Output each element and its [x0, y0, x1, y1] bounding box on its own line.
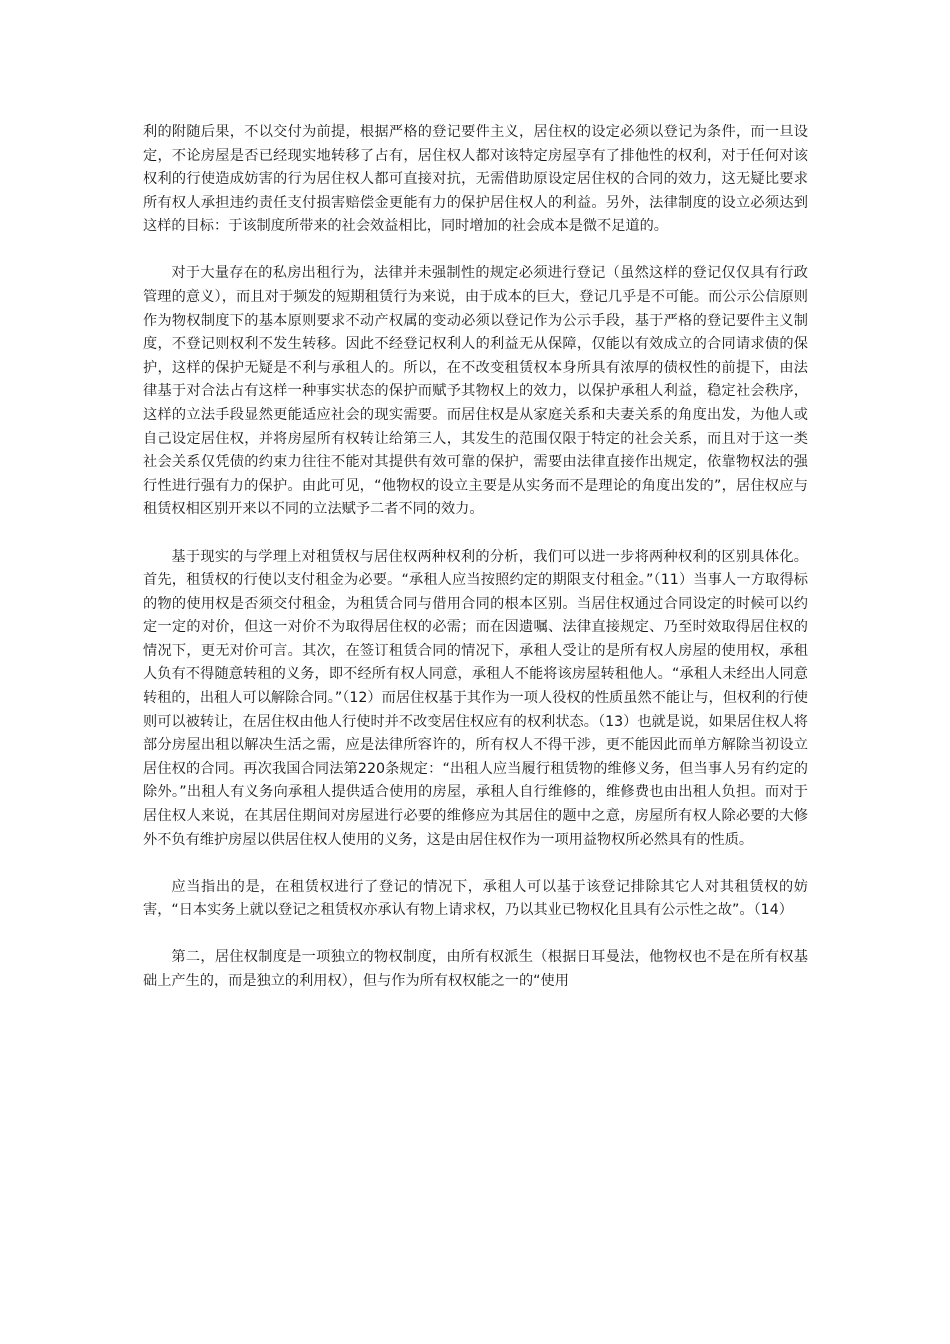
document-page: [143, 121, 808, 1017]
paragraph-5: 第二，居住权制度是一项独立的物权制度，由所有权派生（根据日耳曼法，他物权也不是在所有权基础上产生的，而是独立的利用权），但与作为所有权权能之一的“使用: [143, 949, 808, 989]
paragraph-2: 对于大量存在的私房出租行为，法律并未强制性的规定必须进行登记（虽然这样的登记仅仅具有行政管理的意义），而且对于频发的短期租赁行为来说，由于成本的巨大，登记几乎是不可能。而公示公信原则作为物权制度下的基本原则要求不动产权属的变动必须以登记作为公示手段，基于严格的登记要件主义制度，不登记则权利不发生转移。因此不经登记权利人的利益无从保障，仅能以有效成立的合同请求债的保护，这样的保护无疑是不利与承租人的。所以，在不改变租赁权本身所具有浓厚的债权性的前提下，由法律基于对合法占有这样一种事实状态的保护而赋予其物权上的效力，以保护承租人利益，稳定社会秩序，这样的立法手段显然更能适应社会的现实需要。而居住权是从家庭关系和夫妻关系的角度出发，为他人或自己设定居住权，并将房屋所有权转让给第三人，其发生的范围仅限于特定的社会关系，而且对于这一类社会关系仅凭债的约束力往往不能对其提供有效可靠的保护，需要由法律直接作出规定，依靠物权法的强行性进行强有力的保护。由此可见，“他物权的设立主要是从实务而不是理论的角度出发的”，居住权应与租赁权相区别开来以不同的立法赋予二者不同的效力。: [143, 265, 808, 518]
paragraph-1: 利的附随后果，不以交付为前提，根据严格的登记要件主义，居住权的设定必须以登记为条件，而一旦设定，不论房屋是否已经现实地转移了占有，居住权人都对该特定房屋享有了排他性的权利，对于任何对该权利的行使造成妨害的行为居住权人都可直接对抗，无需借助原设定居住权的合同的效力，这无疑比要求所有权人承担违约责任支付损害赔偿金更能有力的保护居住权人的利益。另外，法律制度的设立必须达到这样的目标：于该制度所带来的社会效益相比，同时增加的社会成本是微不足道的。: [143, 124, 808, 235]
paragraph-3: 基于现实的与学理上对租赁权与居住权两种权利的分析，我们可以进一步将两种权利的区别具体化。首先，租赁权的行使以支付租金为必要。“承租人应当按照约定的期限支付租金。”（11）当事人一方取得标的物的使用权是否须交付租金，为租赁合同与借用合同的根本区别。当居住权通过合同设定的时候可以约定一定的对价，但这一对价不为取得居住权的必需；而在因遗嘱、法律直接规定、乃至时效取得居住权的情况下，更无对价可言。其次，在签订租赁合同的情况下，承租人受让的是所有权人房屋的使用权，承租人负有不得随意转租的义务，即不经所有权人同意，承租人不能将该房屋转租他人。“承租人未经出人同意转租的，出租人可以解除合同。”（12）而居住权基于其作为一项人役权的性质虽然不能让与，但权利的行使则可以被转让，在居住权由他人行使时并不改变居住权应有的权利状态。（13）也就是说，如果居住权人将部分房屋出租以解决生活之需，应是法律所容许的，所有权人不得干涉，更不能因此而单方解除当初设立居住权的合同。再次我国合同法第220条规定：“出租人应当履行租赁物的维修义务，但当事人另有约定的除外。”出租人有义务向承租人提供适合使用的房屋，承租人自行维修的，维修费也由出租人负担。而对于居住权人来说，在其居住期间对房屋进行必要的维修应为其居住的题中之意，房屋所有权人除必要的大修外不负有维护房屋以供居住权人使用的义务，这是由居住权作为一项用益物权所必然具有的性质。: [143, 548, 808, 848]
paragraph-4: 应当指出的是，在租赁权进行了登记的情况下，承租人可以基于该登记排除其它人对其租赁权的妨害，“日本实务上就以登记之租赁权亦承认有物上请求权，乃以其业已物权化且具有公示性之故”。（14）: [143, 878, 808, 919]
